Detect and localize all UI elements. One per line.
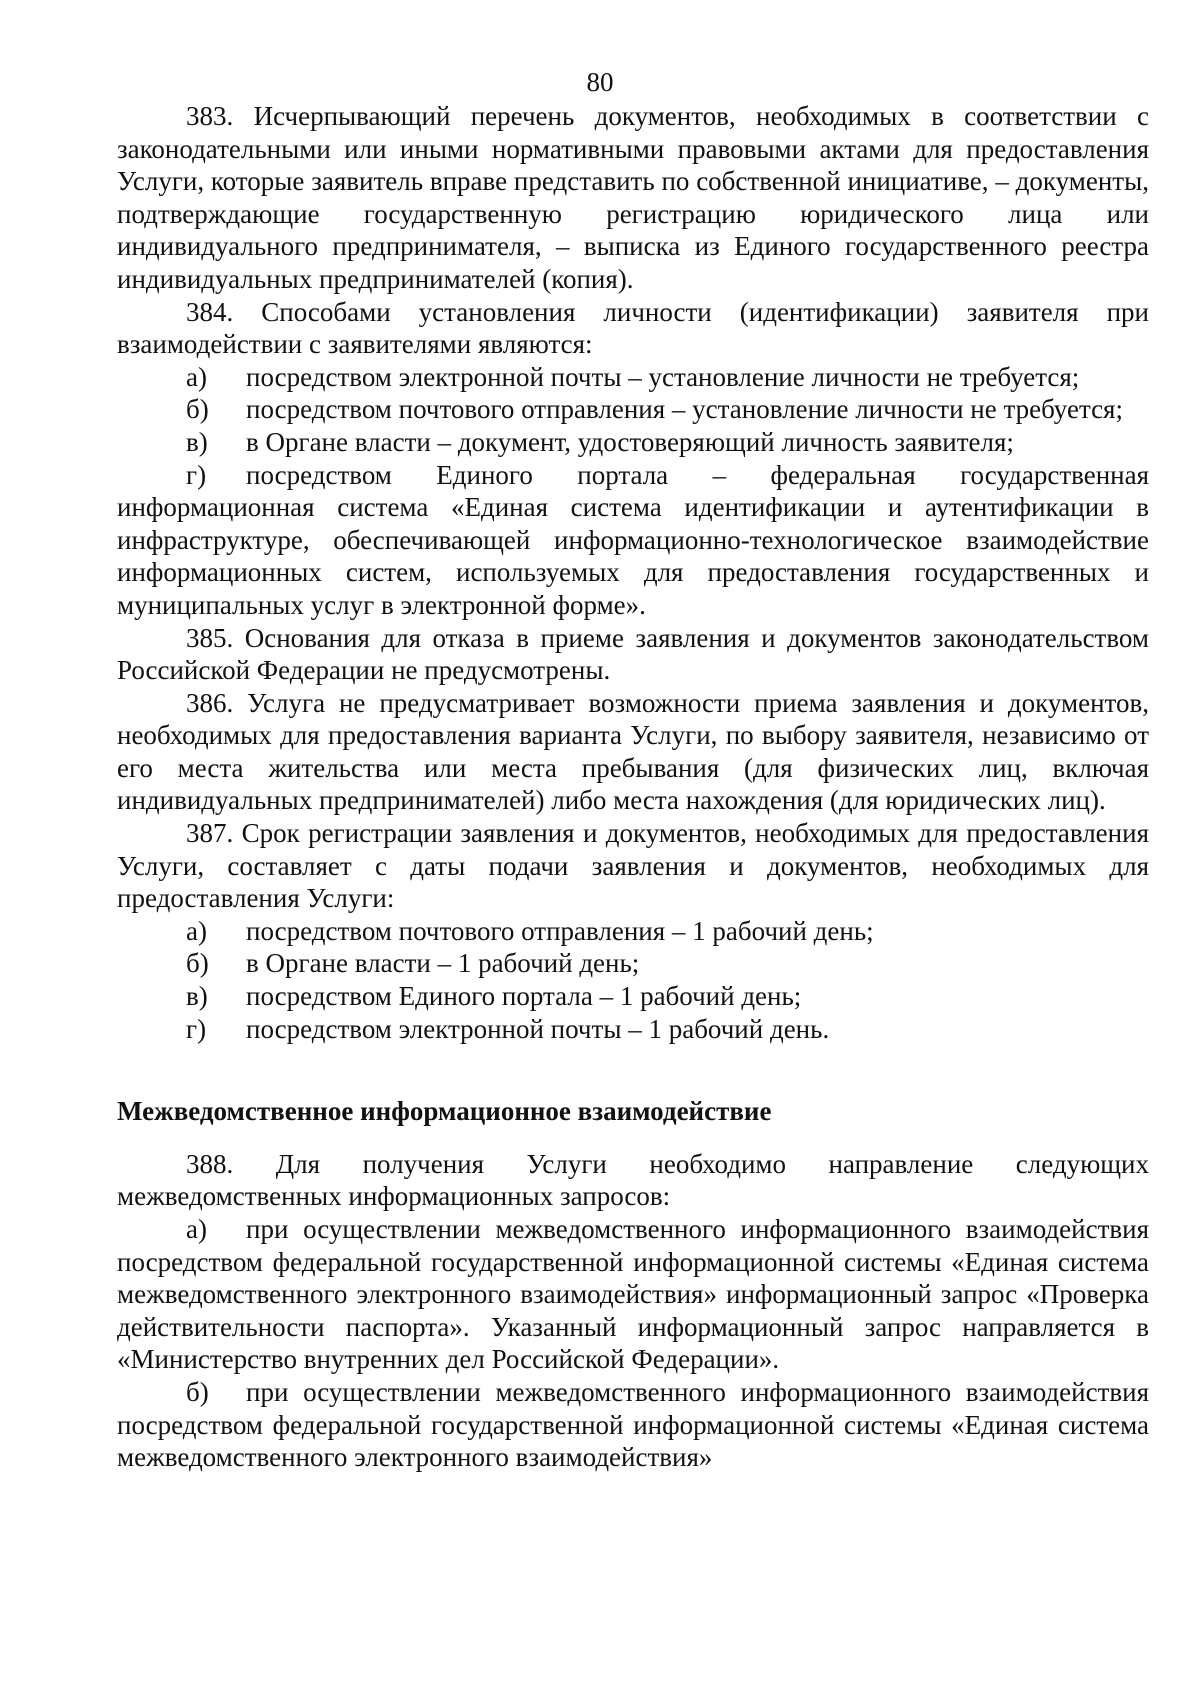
list-item-384-b (117, 393, 1149, 426)
list-item-text: при осуществлении межведомственного информационного взаимодействия посредством федеральной государственной информационной системы «Единая система межведомственного электронного взаимодействия» информационный запрос «Проверка действительности паспорта». Указанный информационный запрос направляется в «Министерство внутренних дел Российской Федерации». (117, 1214, 1149, 1375)
list-marker: г) (186, 1013, 207, 1044)
paragraph-384: 384. Способами установления личности (идентификации) заявителя при взаимодействии с заявителями являются: (117, 296, 1149, 360)
list-item-387-a (117, 915, 1149, 948)
paragraph-385: 385. Основания для отказа в приеме заявления и документов законодательством Российской Федерации не предусмотрены. (117, 622, 1149, 686)
list-marker: б) (186, 394, 209, 425)
list-marker: б) (186, 948, 209, 979)
list-item-387-d (117, 1013, 1149, 1046)
list-item-387-b (117, 947, 1149, 980)
section-heading: Межведомственное информационное взаимодействие (117, 1096, 772, 1127)
list-item-387-c (117, 980, 1149, 1013)
page-number: 80 (586, 67, 614, 97)
list-item-384-d (117, 459, 1149, 622)
list-item-text: посредством Единого портала – федеральная государственная информационная система «Единая система идентификации и аутентификации в инфраструктуре, обеспечивающей информационно-технологическое взаимодействие информационных систем, используемых для предоставления государственных и муниципальных услуг в электронной форме». (117, 459, 1149, 620)
list-item-text: в Органе власти – 1 рабочий день; (246, 948, 640, 979)
list-marker: б) (186, 1376, 209, 1407)
list-marker: а) (186, 1214, 207, 1244)
list-marker: в) (186, 426, 208, 457)
list-marker: в) (186, 981, 208, 1012)
paragraph-388: 388. Для получения Услуги необходимо направление следующих межведомственных информационных запросов: (117, 1148, 1149, 1212)
list-marker: а) (186, 915, 207, 946)
list-item-388-b (117, 1376, 1149, 1474)
list-item-text: посредством почтового отправления – установление личности не требуется; (246, 394, 1123, 425)
list-item-text: в Органе власти – документ, удостоверяющий личность заявителя; (246, 426, 1014, 457)
list-item-text: посредством электронной почты – 1 рабочий день. (246, 1013, 830, 1044)
paragraph-386: 386. Услуга не предусматривает возможности приема заявления и документов, необходимых для предоставления варианта Услуги, по выбору заявителя, независимо от его места жительства или места пребывания (для физических лиц, включая индивидуальных предпринимателей) либо места нахождения (для юридических лиц). (117, 687, 1149, 816)
list-item-384-a (117, 361, 1149, 394)
list-item-text: посредством электронной почты – установление личности не требуется; (246, 361, 1080, 392)
list-item-text: посредством почтового отправления – 1 рабочий день; (246, 915, 874, 946)
paragraph-383: 383. Исчерпывающий перечень документов, необходимых в соответствии с законодательными или иными нормативными правовыми актами для предоставления Услуги, которые заявитель вправе представить по собственной инициативе, – документы, подтверждающие государственную регистрацию юридического лица или индивидуального предпринимателя, – выписка из Единого государственного реестра индивидуальных предпринимателей (копия). (117, 101, 1149, 294)
list-marker: а) (186, 361, 207, 392)
list-marker: г) (186, 459, 207, 490)
document-body (117, 100, 1149, 1474)
list-item-388-a (117, 1213, 1149, 1376)
list-item-384-c (117, 426, 1149, 459)
list-item-text: при осуществлении межведомственного информационного взаимодействия посредством федеральной государственной информационной системы «Единая система межведомственного электронного взаимодействия» (117, 1376, 1149, 1473)
list-item-text: посредством Единого портала – 1 рабочий день; (246, 981, 802, 1012)
paragraph-387: 387. Срок регистрации заявления и документов, необходимых для предоставления Услуги, составляет с даты подачи заявления и документов, необходимых для предоставления Услуги: (117, 818, 1149, 914)
